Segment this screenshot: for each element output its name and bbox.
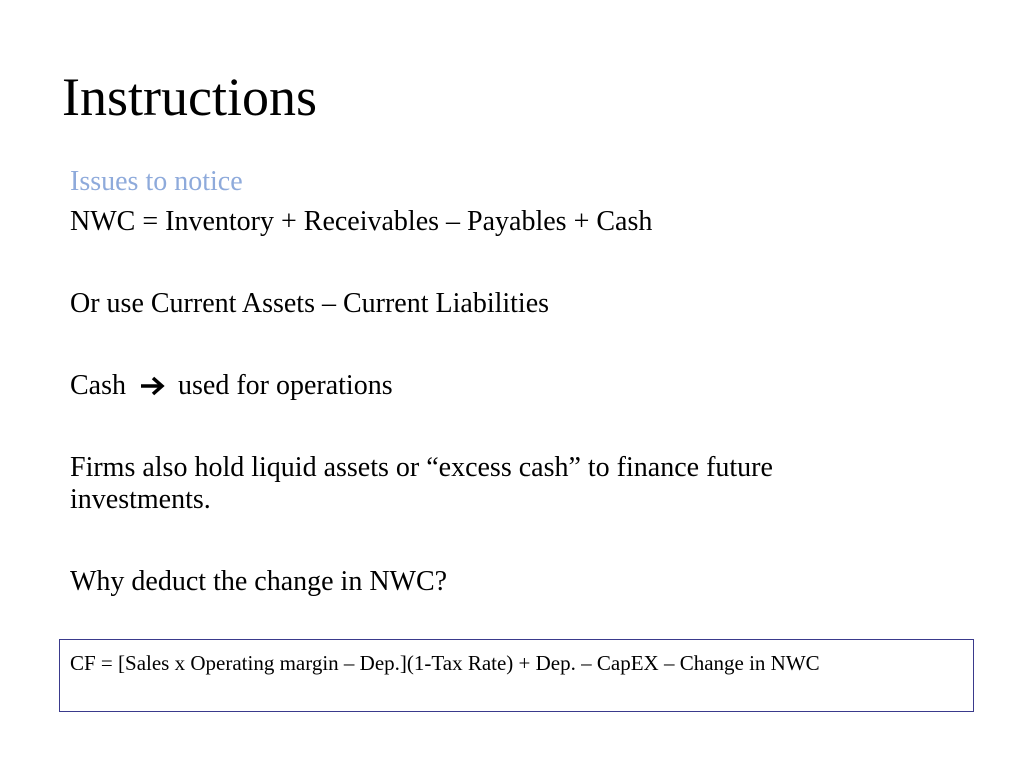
slide-title: Instructions: [62, 67, 317, 127]
right-arrow-icon: [139, 376, 167, 396]
excess-cash-note: Firms also hold liquid assets or “excess cash” to finance future investments.: [70, 452, 773, 515]
alternative-definition: Or use Current Assets – Current Liabilities: [70, 288, 550, 319]
cash-flow-formula-box: [59, 639, 974, 712]
cash-flow-formula: CF = [Sales x Operating margin – Dep.](1-Tax Rate) + Dep. – CapEX – Change in NWC: [70, 651, 820, 675]
cash-label: Cash: [70, 370, 126, 401]
subheading-issues: Issues to notice: [70, 166, 243, 197]
question-line: Why deduct the change in NWC?: [70, 566, 448, 597]
cash-usage-text: used for operations: [178, 370, 393, 401]
cash-usage-line: [70, 370, 870, 402]
nwc-definition: NWC = Inventory + Receivables – Payables + Cash: [70, 206, 653, 237]
